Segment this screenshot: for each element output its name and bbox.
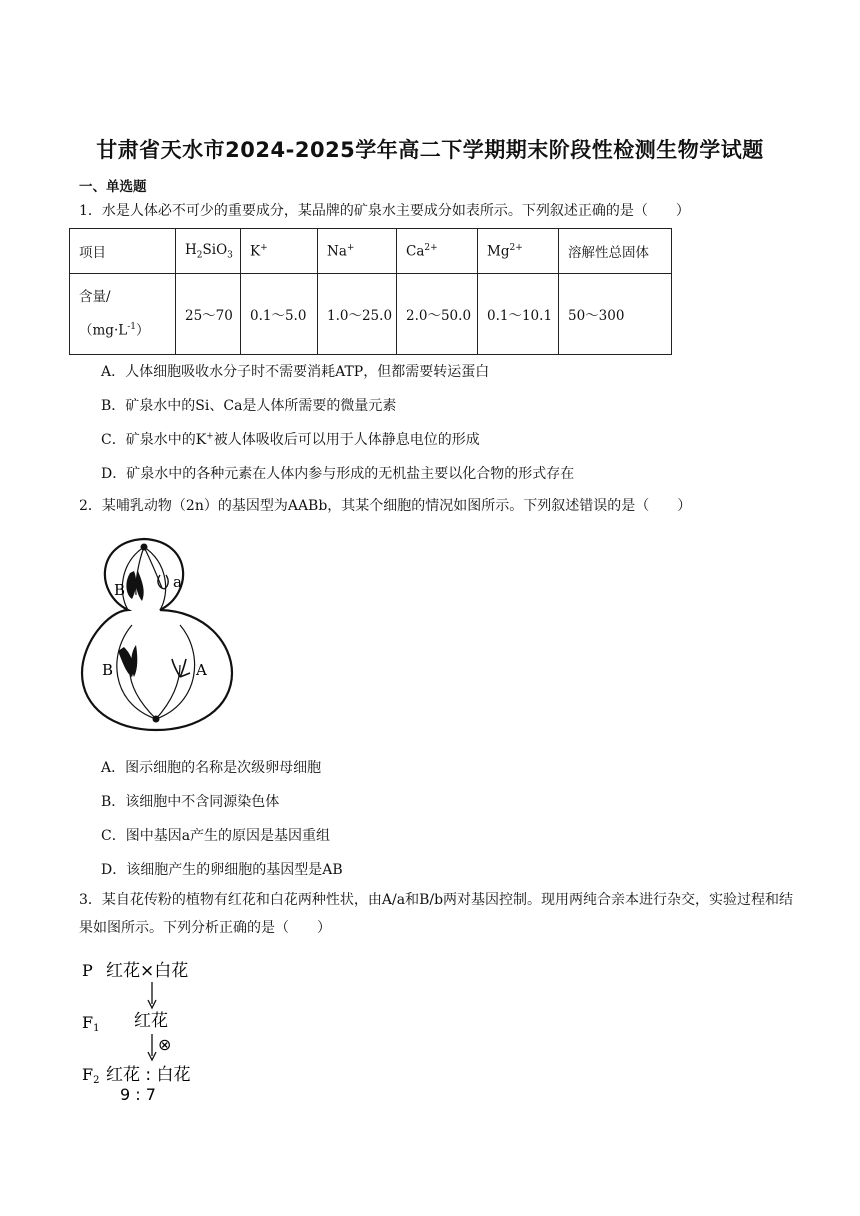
spindle-fiber [144,547,162,588]
question-3-stem: 3．某自花传粉的植物有红花和白花两种性状，由A/a和B/b两对基因控制。现用两纯合亲本进行杂交，实验过程和结果如图所示。下列分析正确的是（ ） [79,892,794,936]
chromosome [172,659,190,677]
spindle-fiber [117,625,156,719]
table-header-cell: $Mg^{2+}$ [478,229,559,274]
centrosome [153,716,160,723]
q2-option-d: D．该细胞产生的卵细胞的基因型是AB [101,862,343,878]
selfing-symbol: ⊗ [158,1035,172,1054]
table-cell: 2.0～50.0 [397,274,478,355]
question-2-stem: 2．某哺乳动物（2n）的基因型为AABb，其某个细胞的情况如图所示。下列叙述错误的是（ ） [79,498,692,514]
q1-option-d: D．矿泉水中的各种元素在人体内参与形成的无机盐主要以化合物的形式存在 [101,466,575,482]
f1-phenotype: 红花 [134,1011,168,1031]
centrosome [141,544,148,551]
question-1-stem: 1．水是人体必不可少的重要成分，某品牌的矿泉水主要成分如表所示。下列叙述正确的是（ ） [79,203,690,219]
page-title: 甘肃省天水市2024-2025学年高二下学期期末阶段性检测生物学试题 [96,138,764,162]
cross-text: 红花×白花 [106,961,189,981]
f2-phenotypes: 红花 : 白花 [106,1065,191,1085]
gene-label: a [173,573,182,591]
gene-label: B [102,661,114,679]
table-header-row [70,229,672,274]
table-cell: 0.1～5.0 [241,274,318,355]
gene-label: A [196,661,207,679]
generation-label: F1 [82,1013,100,1034]
chromosome [126,571,136,599]
q2-option-a: A．图示细胞的名称是次级卵母细胞 [101,760,322,776]
table-row-label: 含量/ $(mg\cdot L^{-1})$ [70,274,176,355]
cell-division-diagram [80,533,240,733]
gene-label: B [114,581,126,599]
generation-label: P [82,961,93,980]
cell-membrane [82,539,232,730]
table-cell: 0.1～10.1 [478,274,559,355]
q1-option-c: C．矿泉水中的K+被人体吸收后可以用于人体静息电位的形成 [101,431,480,448]
section-heading: 一、单选题 [79,179,147,195]
table-header-cell: Na+ [318,229,397,274]
generation-label: F2 [82,1065,100,1086]
table-header-cell: 项目 [70,229,176,274]
genetic-cross-diagram [76,950,236,1110]
spindle-fiber [156,665,180,719]
mineral-water-table [69,228,672,355]
f2-ratio: 9 : 7 [120,1085,156,1104]
table-header-cell: $H_2SiO_3$ [176,229,241,274]
chromosome [136,571,144,601]
table-cell: 50～300 [559,274,672,355]
table-row [70,274,672,355]
q1-option-a: A．人体细胞吸收水分子时不需要消耗ATP，但都需要转运蛋白 [101,364,490,380]
table-cell: 25～70 [176,274,241,355]
table-header-cell: K+ [241,229,318,274]
spindle-fiber [144,547,166,610]
table-cell: 1.0～25.0 [318,274,397,355]
table-header-cell: 溶解性总固体 [559,229,672,274]
spindle-fiber [156,625,195,719]
q2-option-c: C．图中基因a产生的原因是基因重组 [101,828,331,844]
q2-option-b: B．该细胞中不含同源染色体 [101,794,280,810]
table-header-cell: $Ca^{2+}$ [397,229,478,274]
q1-option-b: B．矿泉水中的Si、Ca是人体所需要的微量元素 [101,398,397,414]
